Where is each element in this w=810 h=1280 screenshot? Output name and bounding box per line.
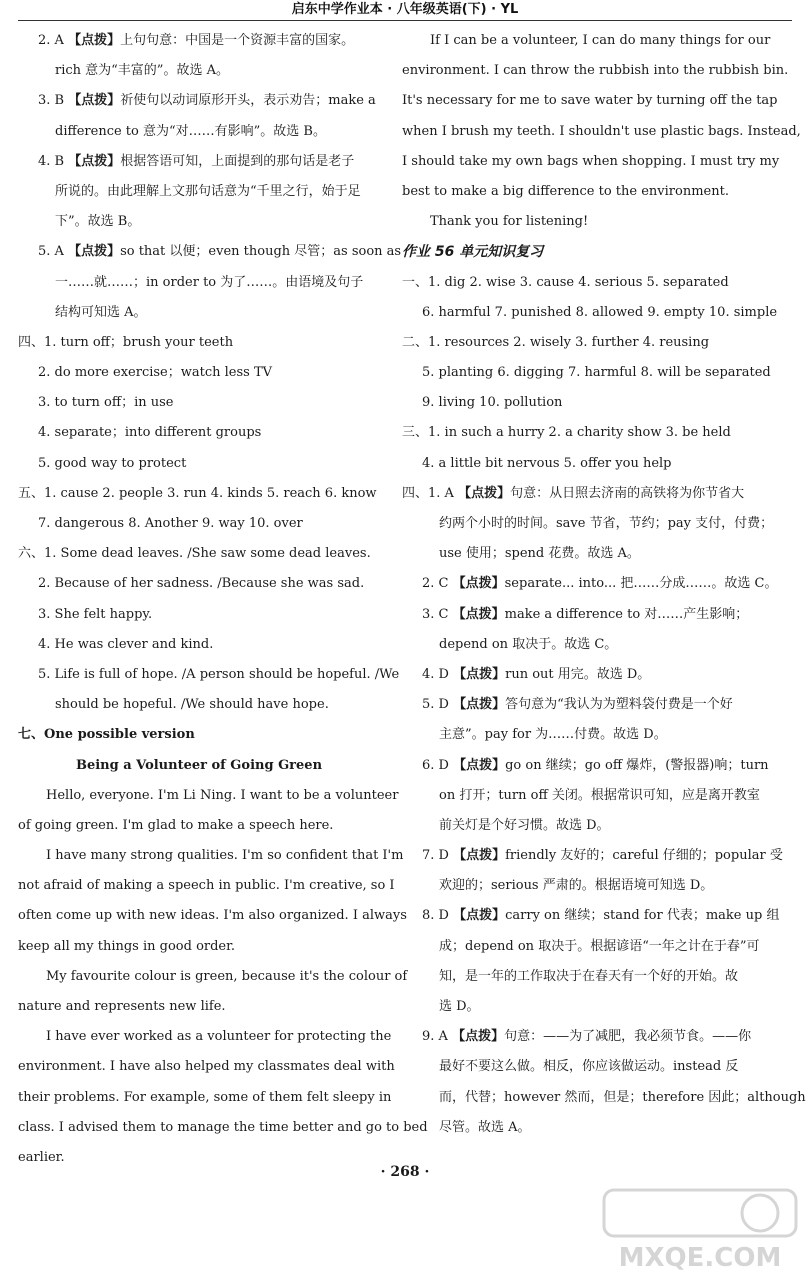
line-text: 一、1. dig 2. wise 3. cause 4. serious 5. separated (402, 274, 729, 290)
line-text: 欢迎的；serious 严肃的。根据语境可知选 D。 (439, 878, 714, 894)
line-text: 五、1. cause 2. people 3. run 4. kinds 5. reach 6. know (18, 485, 377, 501)
right-column (402, 26, 806, 1143)
line-text: when I brush my teeth. I shouldn't use plastic bags. Instead, (402, 123, 801, 139)
line-text: 前关灯是个好习惯。故选 D。 (439, 817, 610, 833)
left-column-line (18, 841, 404, 871)
line-text: 二、1. resources 2. wisely 3. further 4. reusing (402, 334, 710, 350)
line-text: 4. a little bit nervous 5. offer you help (422, 455, 672, 471)
right-column-line (402, 147, 780, 177)
line-text: 所说的。由此理解上文那句话意为“千里之行，始于足 (55, 183, 361, 199)
right-column-line (402, 1113, 764, 1143)
line-text: class. I advised them to manage the time better and go to bed (18, 1119, 428, 1135)
line-text: 四、1. turn off；brush your teeth (18, 334, 234, 350)
line-text: 5. planting 6. digging 7. harmful 8. will be separated (422, 365, 771, 381)
line-text: 句意：从日照去济南的高铁将为你节省大 (510, 485, 745, 501)
line-text: 四、1. A (402, 485, 459, 501)
right-column-line (402, 418, 764, 448)
left-column-line (18, 479, 380, 509)
right-column-line (402, 207, 764, 237)
left-column-line (18, 56, 380, 86)
left-column-line (18, 962, 408, 992)
line-text: I have ever worked as a volunteer for protecting the (46, 1029, 392, 1045)
right-column-line (402, 358, 771, 388)
line-text: If I can be a volunteer, I can do many things for our (430, 33, 771, 48)
line-text: carry on 继续；stand for 代表；make up 组 (505, 908, 780, 924)
line-text: 4. He was clever and kind. (38, 636, 214, 652)
line-text: 7. dangerous 8. Another 9. way 10. over (38, 516, 303, 531)
line-text: I should take my own bags when shopping. I must try my (402, 153, 780, 169)
line-text: 三、1. in such a hurry 2. a charity show 3. be held (402, 425, 731, 441)
left-column-line (18, 86, 380, 116)
right-column-line (402, 630, 764, 660)
left-column-line (18, 992, 380, 1022)
left-column-line (18, 237, 402, 267)
line-text: 3. B (38, 93, 69, 109)
hint-tag: 【点拨】 (452, 1029, 505, 1045)
line-text: 句意：——为了减肥，我必须节食。——你 (504, 1029, 752, 1045)
line-text: should be hopeful. /We should have hope. (55, 697, 329, 713)
left-column-line (18, 932, 380, 962)
line-text: 3. She felt happy. (38, 606, 153, 622)
line-text: environment. I have also helped my classmates deal with (18, 1059, 395, 1075)
left-column-line (18, 660, 400, 690)
left-column-line (18, 781, 399, 811)
right-column-line (402, 569, 778, 599)
left-column-line (18, 1022, 392, 1052)
right-column-line (402, 539, 764, 569)
line-text: 知，是一年的工作取决于在春天有一个好的开始。故 (439, 968, 739, 984)
right-column-line (402, 781, 764, 811)
left-column-line (18, 751, 380, 781)
line-text: Being a Volunteer of Going Green (75, 757, 323, 773)
right-column-line (402, 811, 764, 841)
hint-tag: 【点拨】 (458, 485, 511, 501)
line-text: 2. C (422, 576, 453, 592)
right-column-line (402, 690, 764, 720)
right-column-line (402, 720, 764, 750)
left-column-line (18, 418, 380, 448)
line-text: 9. living 10. pollution (422, 395, 563, 411)
hint-tag: 【点拨】 (68, 93, 121, 109)
right-column-line (402, 86, 778, 116)
line-text: I have many strong qualities. I'm so confident that I'm (46, 848, 404, 864)
line-text: 5. D (422, 697, 454, 713)
line-text: earlier. (18, 1149, 65, 1165)
hint-tag: 【点拨】 (68, 153, 121, 169)
line-text: 2. Because of her sadness. /Because she was sad. (38, 576, 365, 592)
line-text: separate... into... 把……分成……。故选 C。 (504, 576, 778, 592)
line-text: run out 用完。故选 D。 (505, 666, 651, 682)
line-text: 2. do more exercise；watch less TV (38, 365, 273, 381)
right-column-line (402, 841, 783, 871)
left-column-line (18, 268, 380, 298)
left-column-line (18, 720, 380, 750)
line-text: 7. D (422, 848, 454, 864)
hint-tag: 【点拨】 (453, 908, 506, 924)
right-column-line (402, 932, 764, 962)
right-column-line (402, 117, 801, 147)
line-text: so that 以便；even though 尽管；as soon as (120, 244, 402, 260)
line-text: go on 继续；go off 爆炸，(警报器)响；turn (505, 757, 769, 773)
line-text: 祈使句以动词原形开头，表示劝告；make a (120, 93, 376, 109)
line-text: 6. D (422, 757, 454, 773)
line-text: 成；depend on 取决于。根据谚语“一年之计在于春”可 (439, 938, 760, 954)
hint-tag: 【点拨】 (453, 697, 506, 713)
line-text: 4. D (422, 666, 454, 682)
right-column-line (402, 328, 764, 358)
line-text: Thank you for listening! (430, 214, 589, 230)
left-column-line (18, 569, 380, 599)
left-column-line (18, 298, 380, 328)
right-column-line (402, 871, 764, 901)
watermark-logo (600, 1186, 800, 1276)
left-column-line (18, 1052, 395, 1082)
left-column-line (18, 117, 380, 147)
right-column-line (402, 1052, 764, 1082)
line-text: 3. to turn off；in use (38, 395, 174, 411)
line-text: Hello, everyone. I'm Li Ning. I want to be a volunteer (46, 787, 399, 803)
line-text: 2. A (38, 33, 69, 48)
line-text: use 使用；spend 花费。故选 A。 (439, 546, 640, 562)
right-column-line (402, 449, 764, 479)
line-text: make a difference to 对……产生影响； (504, 606, 749, 622)
left-column-line (18, 449, 380, 479)
right-column-line (402, 660, 764, 690)
line-text: 8. D (422, 908, 454, 924)
line-text: difference to 意为“对……有影响”。故选 B。 (55, 123, 326, 139)
hint-tag: 【点拨】 (452, 606, 505, 622)
line-text: rich 意为“丰富的”。故选 A。 (55, 63, 229, 79)
right-column-line (402, 600, 764, 630)
hint-tag: 【点拨】 (68, 244, 121, 260)
line-text: on 打开；turn off 关闭。根据常识可知，应是离开教室 (439, 787, 760, 803)
right-column-line (402, 962, 764, 992)
right-column-line (402, 177, 764, 207)
line-text: friendly 友好的；careful 仔细的；popular 受 (505, 848, 783, 864)
right-column-line (402, 237, 764, 267)
left-column-line (18, 1113, 428, 1143)
left-column-line (18, 1083, 392, 1113)
left-column-line (18, 539, 380, 569)
right-column-line (402, 298, 778, 328)
line-text: often come up with new ideas. I'm also organized. I always (18, 908, 407, 924)
line-text: 七、One possible version (18, 727, 195, 743)
line-text: 而，代替；however 然而，但是；therefore 因此；although (439, 1089, 806, 1105)
right-column-line (402, 901, 780, 931)
left-column-line (18, 207, 380, 237)
line-text: 6. harmful 7. punished 8. allowed 9. empty 10. simple (422, 304, 778, 320)
line-text: 3. C (422, 606, 453, 622)
right-column-line (402, 992, 764, 1022)
hint-tag: 【点拨】 (68, 33, 121, 48)
line-text: 结构可知选 A。 (55, 304, 147, 320)
line-text: environment. I can throw the rubbish into the rubbish bin. (402, 63, 789, 79)
line-text: 最好不要这么做。相反，你应该做运动。instead 反 (439, 1059, 739, 1075)
line-text: 作业 56 单元知识复习 (402, 244, 544, 261)
line-text: My favourite colour is green, because it's the colour of (46, 968, 408, 984)
right-column-line (402, 268, 764, 298)
line-text: 5. good way to protect (38, 455, 187, 471)
line-text: best to make a big difference to the environment. (402, 183, 729, 199)
right-column-line (402, 388, 764, 418)
left-column-line (18, 690, 380, 720)
left-column-line (18, 509, 380, 539)
hint-tag: 【点拨】 (453, 848, 506, 864)
right-column-line (402, 56, 789, 86)
page-header: 启东中学作业本 · 八年级英语(下) · YL (291, 2, 519, 17)
right-column-line (402, 1022, 764, 1052)
left-column-line (18, 630, 380, 660)
right-column-line (402, 509, 774, 539)
line-text: 六、1. Some dead leaves. /She saw some dead leaves. (18, 546, 371, 562)
line-text: 4. separate；into different groups (38, 425, 262, 441)
line-text: 答句意为“我认为为塑料袋付费是一个好 (505, 697, 733, 713)
line-text: 一……就……；in order to 为了……。由语境及句子 (55, 274, 364, 290)
left-column-line (18, 328, 380, 358)
line-text: 5. Life is full of hope. /A person should be hopeful. /We (38, 666, 400, 682)
left-column-line (18, 600, 380, 630)
hint-tag: 【点拨】 (453, 757, 506, 773)
line-text: 下”。故选 B。 (55, 214, 141, 230)
line-text: nature and represents new life. (18, 999, 226, 1014)
line-text: of going green. I'm glad to make a speech here. (18, 817, 334, 833)
line-text: 4. B (38, 153, 69, 169)
right-column-line (402, 1083, 806, 1113)
watermark-text: MXQE.COM (618, 1243, 782, 1273)
line-text: 5. A (38, 244, 69, 260)
left-column-line (18, 811, 380, 841)
hint-tag: 【点拨】 (453, 666, 506, 682)
line-text: 上句句意：中国是一个资源丰富的国家。 (120, 33, 355, 48)
line-text: depend on 取决于。故选 C。 (439, 636, 618, 652)
line-text: 约两个小时的时间。save 节省，节约；pay 支付，付费； (439, 516, 774, 531)
hint-tag: 【点拨】 (452, 576, 505, 592)
page-number: · 268 · (380, 1164, 430, 1180)
line-text: 主意”。pay for 为……付费。故选 D。 (439, 727, 667, 743)
right-column-line (402, 479, 764, 509)
line-text: 选 D。 (439, 999, 480, 1014)
line-text: keep all my things in good order. (18, 938, 236, 954)
line-text: 根据答语可知，上面提到的那句话是老子 (120, 153, 355, 169)
left-column-line (18, 358, 380, 388)
left-column-line (18, 901, 407, 931)
line-text: It's necessary for me to save water by turning off the tap (402, 93, 778, 109)
header-rule (18, 20, 792, 21)
left-column-line (18, 871, 395, 901)
line-text: 9. A (422, 1029, 453, 1045)
line-text: not afraid of making a speech in public. I'm creative, so I (18, 878, 395, 894)
right-column-line (402, 751, 769, 781)
right-column-line (402, 26, 771, 56)
left-column-line (18, 177, 380, 207)
line-text: their problems. For example, some of them felt sleepy in (18, 1089, 392, 1105)
left-column-line (18, 147, 380, 177)
left-column-line (18, 26, 380, 56)
left-column-line (18, 388, 380, 418)
line-text: 尽管。故选 A。 (439, 1119, 531, 1135)
